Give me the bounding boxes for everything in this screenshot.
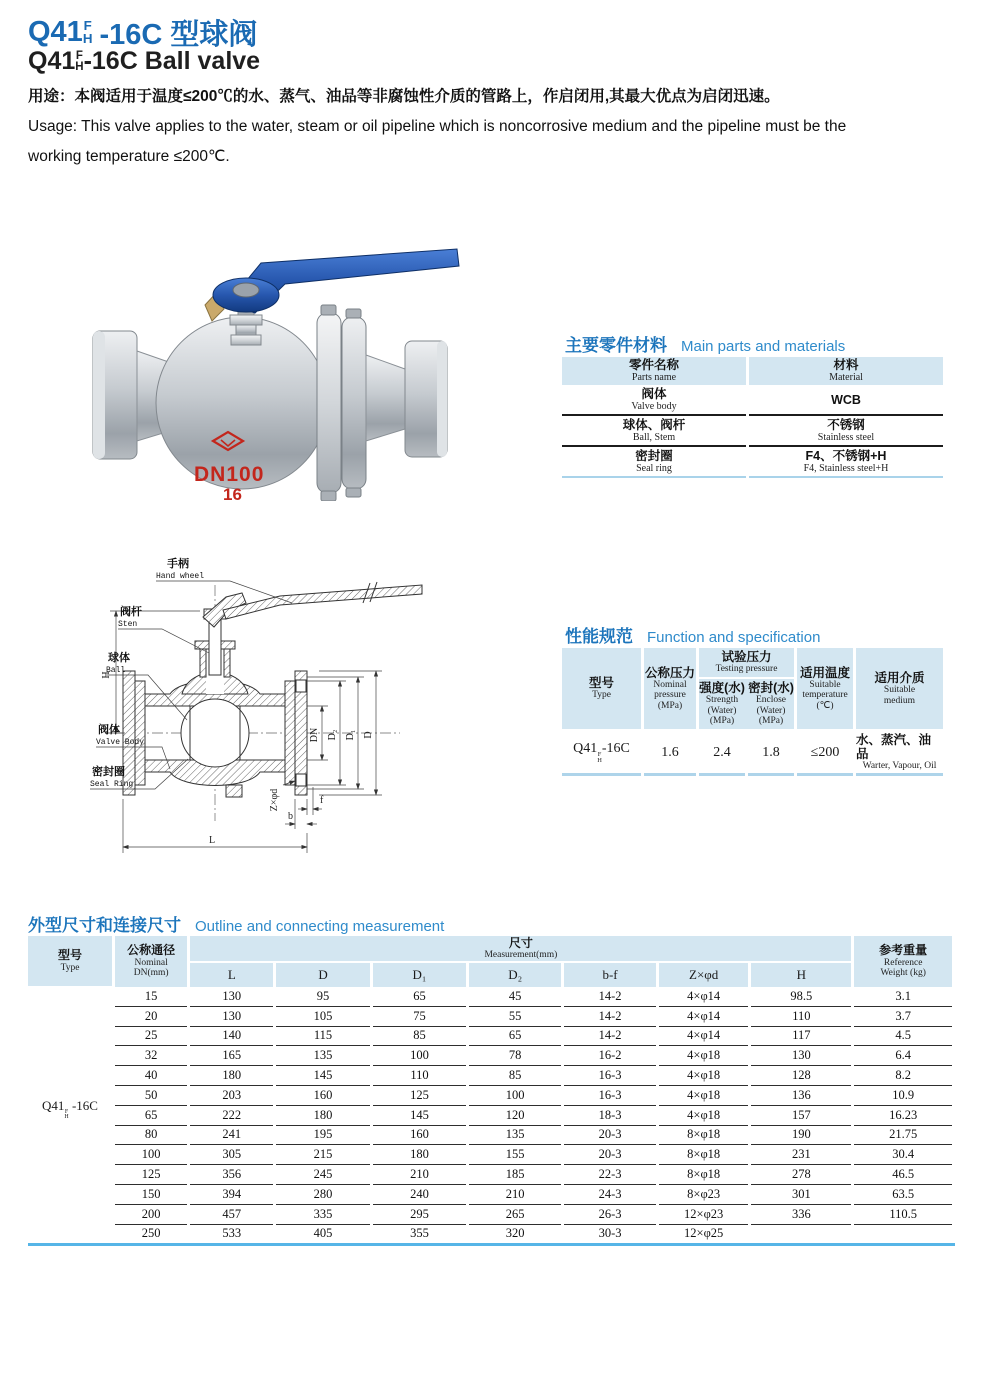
- cell-d1: 210: [373, 1165, 466, 1185]
- technical-drawing: [30, 553, 450, 871]
- cell-d2: 210: [469, 1185, 561, 1205]
- cell-z: 4×φ14: [659, 1027, 748, 1047]
- spec-type-value: Q41 F H -16C: [562, 732, 641, 776]
- table-row: [115, 1086, 952, 1106]
- svg-text:D: D: [363, 731, 374, 739]
- cell-bf: 14-2: [564, 1007, 656, 1027]
- cell-d1: 240: [373, 1185, 466, 1205]
- cell-d: 95: [276, 987, 369, 1007]
- cell-l: 457: [190, 1205, 273, 1225]
- svg-text:Z×φd: Z×φd: [269, 788, 280, 812]
- cell-z: 4×φ18: [659, 1046, 748, 1066]
- cell-d2: 265: [469, 1205, 561, 1225]
- model-prefix: Q41: [28, 47, 76, 75]
- spec-table: [562, 648, 943, 776]
- cell-h: 130: [751, 1046, 851, 1066]
- cell-w: 30.4: [854, 1145, 952, 1165]
- spec-col-type: 型号 Type: [562, 648, 641, 729]
- table-row: [115, 987, 952, 1007]
- cell-w: [854, 1225, 952, 1244]
- spec-testing-group-label: 试验压力 Testing pressure: [699, 648, 794, 679]
- cell-d: 135: [276, 1046, 369, 1066]
- materials-table-header: [562, 357, 943, 385]
- outline-table: [28, 936, 955, 1246]
- materials-col-material: 材料 Material: [749, 357, 943, 385]
- table-row: [115, 1007, 952, 1027]
- cell-w: 3.7: [854, 1007, 952, 1027]
- cell-bf: 14-2: [564, 987, 656, 1007]
- cell-z: 8×φ18: [659, 1126, 748, 1146]
- cell-h: 336: [751, 1205, 851, 1225]
- svg-text:Sten: Sten: [118, 620, 138, 629]
- materials-row: [562, 447, 943, 478]
- svg-text:阀体: 阀体: [98, 724, 120, 736]
- measurement-col-label: Z×φd: [659, 963, 748, 987]
- cell-d: 145: [276, 1066, 369, 1086]
- svg-text:Valve Body: Valve Body: [96, 738, 145, 747]
- ball-valve-photo-illustration: [85, 243, 525, 501]
- materials-table: [562, 357, 943, 478]
- cell-l: 241: [190, 1126, 273, 1146]
- cell-l: 394: [190, 1185, 273, 1205]
- spec-temp-value: ≤200: [797, 732, 853, 776]
- cell-bf: 20-3: [564, 1126, 656, 1146]
- material-cell: 不锈钢 Stainless steel: [749, 416, 943, 447]
- cell-z: 8×φ23: [659, 1185, 748, 1205]
- spec-heading-en: Function and specification: [647, 629, 821, 646]
- table-row: [115, 1165, 952, 1185]
- spec-col-enclose: 密封(水) Enclose (Water) (MPa): [748, 681, 794, 727]
- spec-heading-cn: 性能规范: [565, 627, 633, 646]
- table-row: [115, 1106, 952, 1126]
- table-row: [115, 1225, 952, 1244]
- cell-d2: 320: [505, 1226, 525, 1241]
- svg-text:D₁: D₁: [345, 729, 356, 741]
- cell-w: 6.4: [854, 1046, 952, 1066]
- material-cell: WCB: [749, 385, 943, 416]
- cell-d2: 85: [469, 1066, 561, 1086]
- cell-d1: 295: [373, 1205, 466, 1225]
- spec-data-row: [562, 732, 943, 776]
- table-row: [115, 1205, 952, 1225]
- cell-d2: 45: [469, 987, 561, 1007]
- cell-dn: 100: [115, 1145, 187, 1165]
- cell-w: 21.75: [854, 1126, 952, 1146]
- cell-l: 130: [190, 987, 273, 1007]
- svg-text:f: f: [320, 795, 324, 806]
- cell-bf: 20-3: [564, 1145, 656, 1165]
- measurement-col-label: D: [276, 963, 369, 987]
- cell-d2: 135: [469, 1126, 561, 1146]
- cell-dn: 150: [115, 1185, 187, 1205]
- usage-en-line2: working temperature ≤200℃.: [28, 148, 230, 165]
- cell-l: 356: [190, 1165, 273, 1185]
- cell-h: 98.5: [751, 987, 851, 1007]
- cell-bf: 16-3: [564, 1086, 656, 1106]
- cell-dn: 20: [115, 1007, 187, 1027]
- cell-d: 160: [276, 1086, 369, 1106]
- ball-section: [181, 699, 249, 767]
- cell-bf: 16-3: [564, 1066, 656, 1086]
- cell-z: 4×φ14: [659, 1007, 748, 1027]
- cell-d2: 155: [469, 1145, 561, 1165]
- measurement-col-label: H: [751, 963, 851, 987]
- outline-col-weight: 参考重量 Reference Weight (kg): [854, 936, 952, 987]
- outline-heading-cn: 外型尺寸和连接尺寸: [28, 916, 181, 935]
- cell-l: 165: [190, 1046, 273, 1066]
- spec-col-strength: 强度(水) Strength (Water) (MPa): [699, 681, 745, 727]
- cell-z: 12×φ23: [659, 1205, 748, 1225]
- cell-l: 180: [190, 1066, 273, 1086]
- svg-text:b: b: [288, 811, 293, 822]
- cell-h: 157: [751, 1106, 851, 1126]
- svg-text:密封圈: 密封圈: [92, 766, 125, 778]
- measurement-col-label: D₁: [373, 963, 466, 987]
- outline-type-column: [28, 936, 112, 1243]
- spec-enclose-value: 1.8: [748, 732, 794, 776]
- outline-col-type: 型号 Type: [28, 936, 112, 986]
- table-row: [115, 1027, 952, 1047]
- cell-d2: 120: [469, 1106, 561, 1126]
- cell-z: 8×φ18: [659, 1145, 748, 1165]
- model-prefix: Q41: [28, 16, 83, 48]
- cell-dn: 15: [115, 987, 187, 1007]
- cell-l: 203: [190, 1086, 273, 1106]
- cell-w: 3.1: [854, 987, 952, 1007]
- cell-dn: 80: [115, 1126, 187, 1146]
- measurement-col-label: D₂: [469, 963, 561, 987]
- cell-d: 195: [276, 1126, 369, 1146]
- cell-d2: 65: [469, 1027, 561, 1047]
- table-row: [115, 1066, 952, 1086]
- cell-z: 4×φ18: [659, 1086, 748, 1106]
- cell-bf: 22-3: [564, 1165, 656, 1185]
- materials-heading-cn: 主要零件材料: [565, 336, 667, 355]
- svg-text:Seal Ring: Seal Ring: [90, 780, 134, 789]
- cell-d1: 100: [373, 1046, 466, 1066]
- cell-dn: 40: [115, 1066, 187, 1086]
- page-title-en: [28, 47, 260, 76]
- valve-marking-pn: 16: [223, 485, 242, 501]
- part-name-cell: 球体、阀杆 Ball, Stem: [562, 416, 746, 447]
- materials-heading-en: Main parts and materials: [681, 338, 846, 355]
- outline-heading: [28, 911, 444, 936]
- svg-text:阀杆: 阀杆: [120, 606, 142, 618]
- cell-h: 278: [751, 1165, 851, 1185]
- materials-heading: [565, 331, 845, 356]
- title-cn-suffix: -16C 型球阀: [99, 19, 258, 51]
- cell-h: 128: [751, 1066, 851, 1086]
- cell-d1: 125: [373, 1086, 466, 1106]
- cell-dn: 50: [115, 1086, 187, 1106]
- cell-h: 301: [751, 1185, 851, 1205]
- outline-col-dn: 公称通径 Nominal DN(mm): [115, 936, 187, 987]
- cell-h: 136: [751, 1086, 851, 1106]
- cell-d1: 75: [373, 1007, 466, 1027]
- cell-d: 180: [276, 1106, 369, 1126]
- product-photo: [85, 243, 525, 501]
- cell-dn: 250: [141, 1226, 161, 1241]
- svg-text:Hand wheel: Hand wheel: [156, 572, 205, 581]
- material-cell: F4、不锈钢+H F4, Stainless steel+H: [749, 447, 943, 478]
- spec-col-medium: 适用介质 Suitable medium: [856, 648, 943, 729]
- cell-d1: 145: [373, 1106, 466, 1126]
- table-bottom-rule: [28, 1243, 955, 1246]
- materials-col-part: 零件名称 Parts name: [562, 357, 746, 385]
- outline-table-body: [115, 987, 952, 1243]
- cell-d1: 85: [373, 1027, 466, 1047]
- table-row: [115, 1145, 952, 1165]
- cell-z: 4×φ18: [659, 1106, 748, 1126]
- spec-col-nominal: 公称压力 Nominal pressure (MPa): [644, 648, 696, 729]
- valve-marking-dn: DN100: [194, 463, 265, 486]
- cell-l: 130: [190, 1007, 273, 1027]
- usage-text-en: [28, 112, 963, 172]
- outline-measurement-subheader: [115, 963, 952, 987]
- outline-heading-en: Outline and connecting measurement: [195, 918, 445, 935]
- spec-nominal-value: 1.6: [644, 732, 696, 776]
- usage-text-cn: 用途：本阀适用于温度≤200℃的水、蒸气、油品等非腐蚀性介质的管路上，作启闭用,其最大优点为启闭迅速。: [28, 88, 780, 105]
- usage-en-line1: Usage: This valve applies to the water, steam or oil pipeline which is noncorrosive medium and the pipeline must be the: [28, 118, 847, 135]
- cell-l: 305: [190, 1145, 273, 1165]
- model-fh-mark: F H: [75, 49, 84, 73]
- spec-strength-value: 2.4: [699, 732, 745, 776]
- cell-z: 8×φ18: [659, 1165, 748, 1185]
- cell-w: 110.5: [854, 1205, 952, 1225]
- valve-section-drawing: [30, 553, 450, 871]
- spec-col-temperature: 适用温度 Suitable temperature (℃): [797, 648, 853, 729]
- cell-h: 110: [751, 1007, 851, 1027]
- outline-col-measurement: 尺寸 Measurement(mm): [190, 936, 851, 963]
- cell-h: 117: [751, 1027, 851, 1047]
- model-fh-mark: F H: [82, 17, 93, 46]
- svg-text:Ball: Ball: [106, 666, 126, 675]
- cell-bf: 16-2: [564, 1046, 656, 1066]
- cell-dn: 65: [115, 1106, 187, 1126]
- cell-w: 8.2: [854, 1066, 952, 1086]
- cell-w: 4.5: [854, 1027, 952, 1047]
- cell-bf: 18-3: [564, 1106, 656, 1126]
- cell-bf: 24-3: [564, 1185, 656, 1205]
- materials-row: [562, 385, 943, 416]
- cell-h: [751, 1225, 851, 1244]
- cell-dn: 32: [115, 1046, 187, 1066]
- measurement-col-label: b-f: [564, 963, 656, 987]
- cell-d1: 160: [373, 1126, 466, 1146]
- cell-z: 4×φ18: [659, 1066, 748, 1086]
- cell-d1: 110: [373, 1066, 466, 1086]
- spec-table-header: [562, 648, 943, 729]
- cell-w: 10.9: [854, 1086, 952, 1106]
- cell-dn: 200: [115, 1205, 187, 1225]
- cell-l: 140: [190, 1027, 273, 1047]
- cell-l: 222: [190, 1106, 273, 1126]
- cell-d: 280: [276, 1185, 369, 1205]
- cell-z: 4×φ14: [659, 987, 748, 1007]
- handle-section: [203, 582, 422, 627]
- spec-medium-value: 水、蒸汽、油品 Warter, Vapour, Oil: [856, 732, 943, 776]
- cell-d1: 355: [410, 1226, 429, 1241]
- cell-d: 335: [276, 1205, 369, 1225]
- dim-right-group: [307, 671, 382, 795]
- svg-text:D₂: D₂: [327, 729, 338, 741]
- cell-d: 115: [276, 1027, 369, 1047]
- dim-bolt-holes: [269, 781, 295, 811]
- cell-d2: 185: [469, 1165, 561, 1185]
- table-row: [115, 1185, 952, 1205]
- cell-d1: 180: [373, 1145, 466, 1165]
- cell-z: 12×φ25: [684, 1226, 724, 1241]
- cell-l: 533: [222, 1226, 242, 1241]
- part-name-cell: 密封圈 Seal ring: [562, 447, 746, 478]
- spec-heading: [565, 622, 820, 647]
- cell-d: 215: [276, 1145, 369, 1165]
- part-name-cell: 阀体 Valve body: [562, 385, 746, 416]
- materials-row: [562, 416, 943, 447]
- cell-h: 231: [751, 1145, 851, 1165]
- cell-d: 105: [276, 1007, 369, 1027]
- cell-dn: 25: [115, 1027, 187, 1047]
- cell-bf: 30-3: [598, 1226, 622, 1241]
- table-row: [115, 1046, 952, 1066]
- svg-text:DN: DN: [309, 727, 320, 743]
- cell-bf: 14-2: [564, 1027, 656, 1047]
- measurement-col-label: L: [190, 963, 273, 987]
- cell-d: 245: [276, 1165, 369, 1185]
- svg-text:球体: 球体: [108, 652, 130, 664]
- spec-col-testing: [699, 648, 794, 729]
- cell-w: 63.5: [854, 1185, 952, 1205]
- cell-d2: 78: [469, 1046, 561, 1066]
- cell-w: 46.5: [854, 1165, 952, 1185]
- cell-d: 405: [313, 1226, 333, 1241]
- table-row: [115, 1126, 952, 1146]
- cell-bf: 26-3: [564, 1205, 656, 1225]
- cell-dn: 125: [115, 1165, 187, 1185]
- outline-type-value: Q41 F H -16C: [42, 1097, 98, 1121]
- cell-h: 190: [751, 1126, 851, 1146]
- cell-d2: 55: [469, 1007, 561, 1027]
- cell-w: 16.23: [854, 1106, 952, 1126]
- title-en-suffix: -16C Ball valve: [83, 47, 261, 75]
- svg-text:L: L: [208, 835, 216, 846]
- svg-text:H: H: [101, 671, 112, 679]
- outline-measurements-table: [112, 936, 955, 1243]
- cell-d2: 100: [469, 1086, 561, 1106]
- cell-d1: 65: [373, 987, 466, 1007]
- materials-table-body: [562, 385, 943, 478]
- svg-text:手柄: 手柄: [167, 558, 189, 570]
